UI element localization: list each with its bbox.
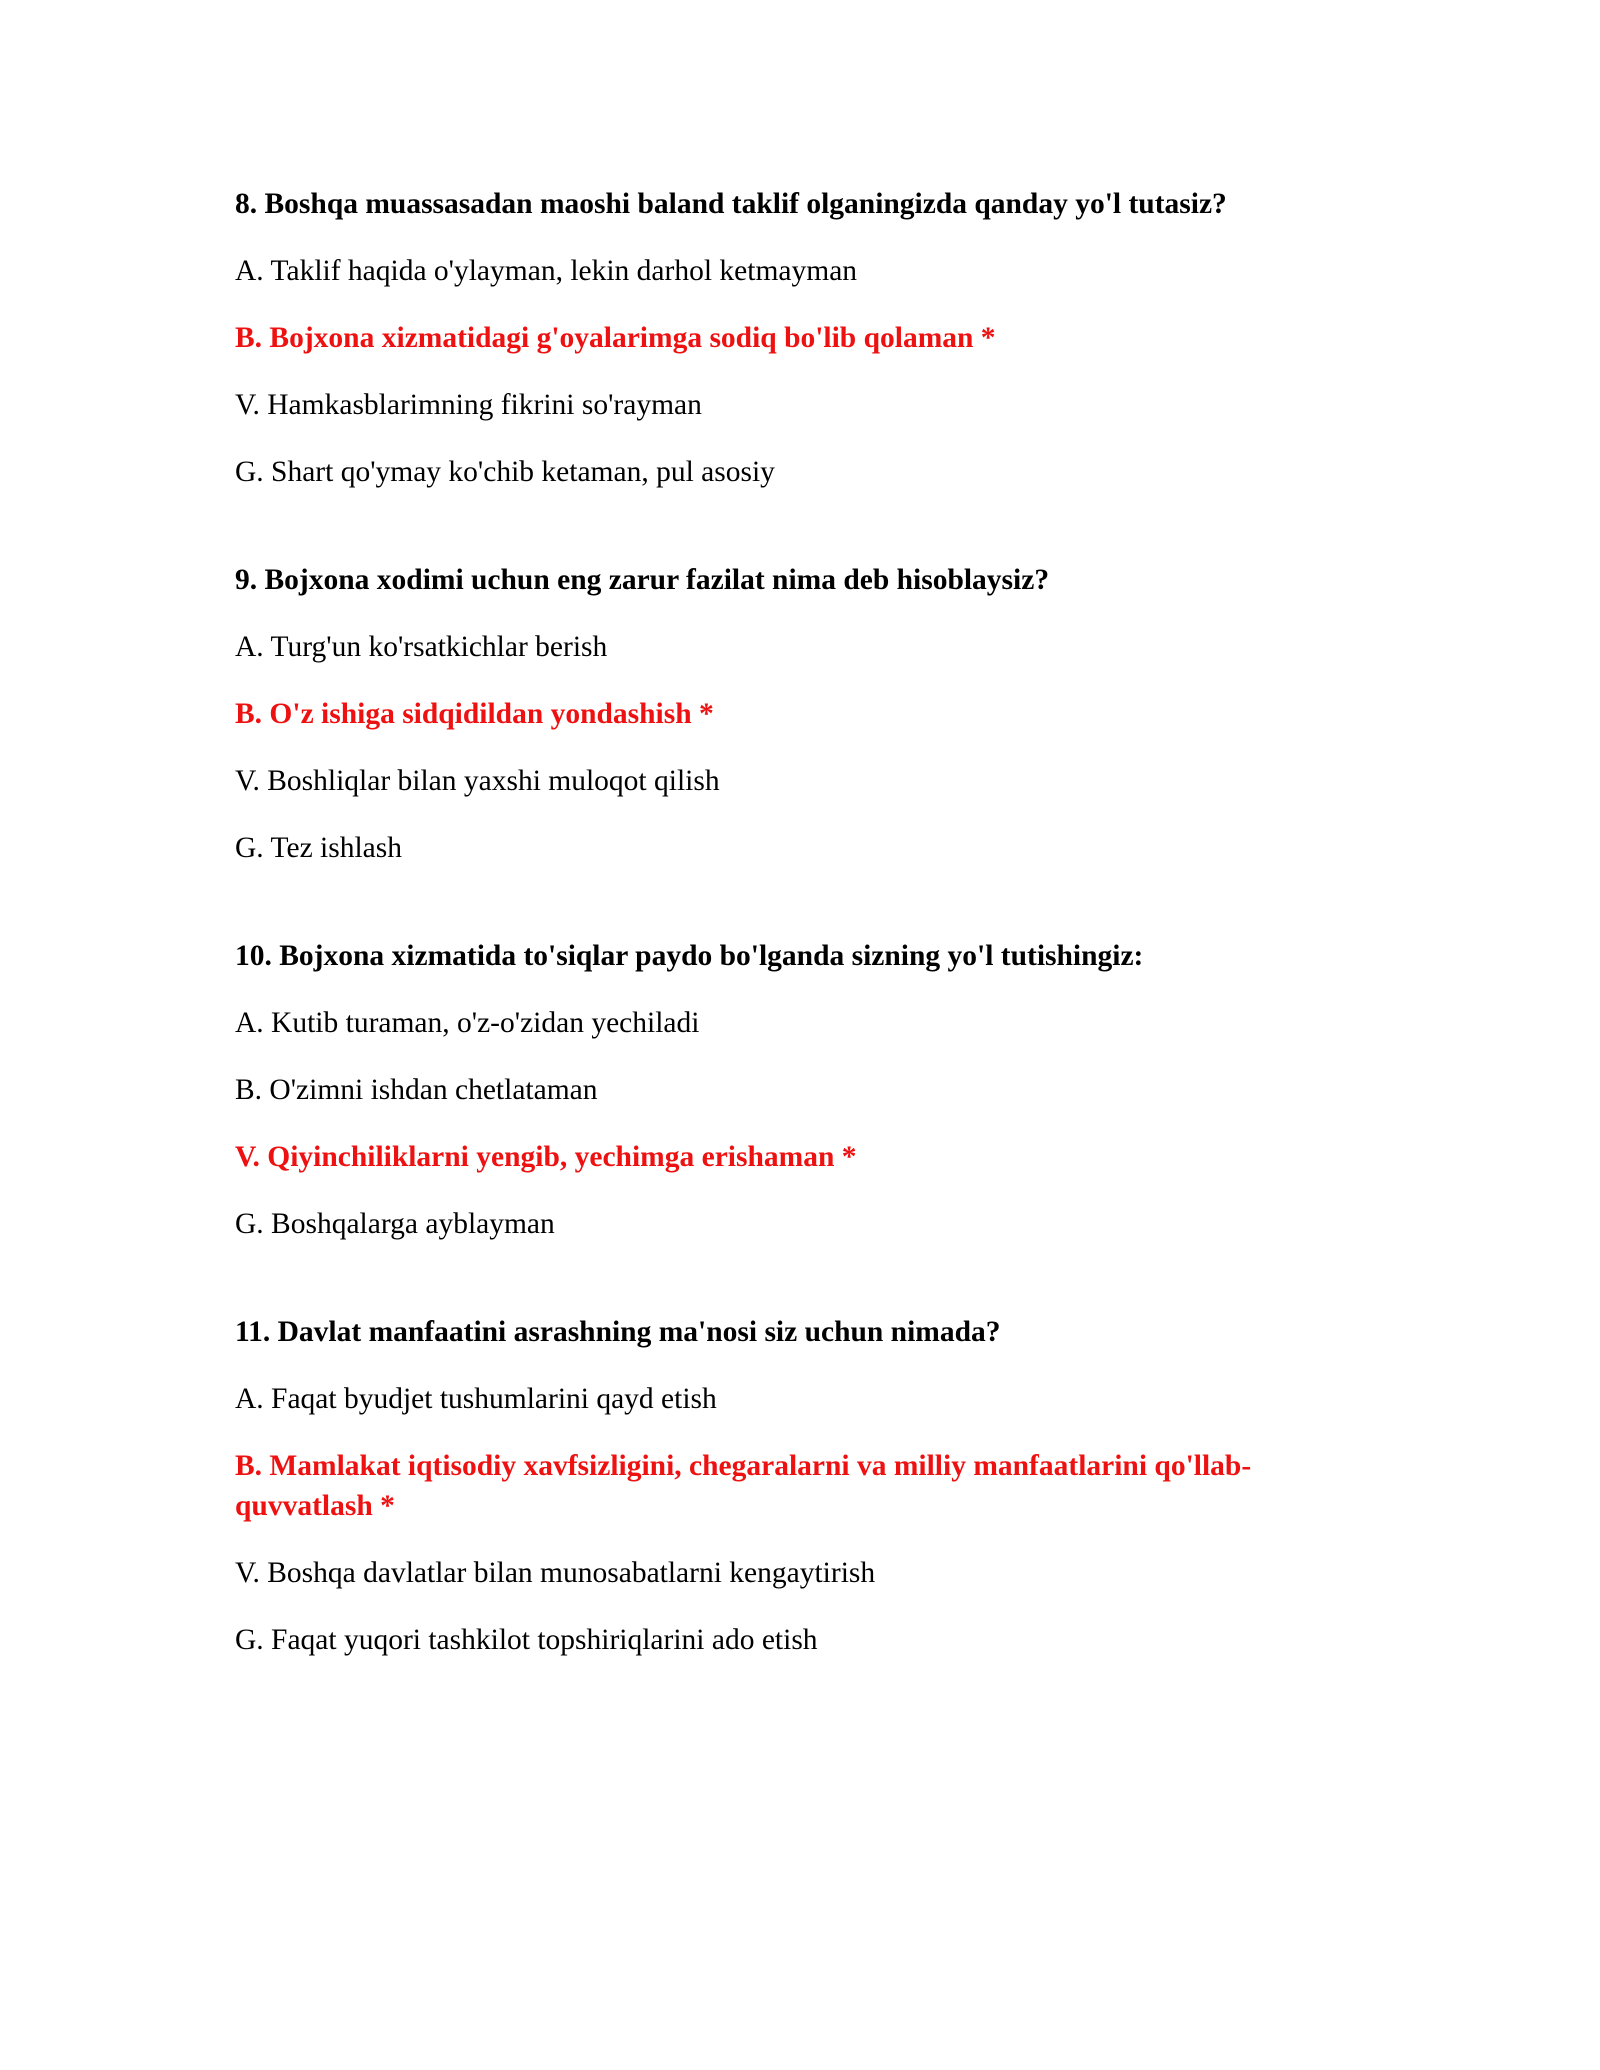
question-title: 9. Bojxona xodimi uchun eng zarur fazilat nima deb hisoblaysiz? — [235, 564, 1050, 596]
answer-option-correct: B. Bojxona xizmatidagi g'oyalarimga sodiq bo'lib qolaman * — [235, 322, 996, 354]
question-list — [235, 184, 1365, 1660]
question-title: 8. Boshqa muassasadan maoshi baland taklif olganingizda qanday yo'l tutasiz? — [235, 188, 1227, 220]
answer-option-correct: B. Mamlakat iqtisodiy xavfsizligini, chegaralarni va milliy manfaatlarini qo'llab-quvvatlash * — [235, 1450, 1252, 1522]
answer-option: V. Hamkasblarimning fikrini so'rayman — [235, 389, 702, 421]
answer-option: G. Boshqalarga ayblayman — [235, 1208, 555, 1240]
answer-option: G. Tez ishlash — [235, 832, 402, 864]
answer-option: G. Faqat yuqori tashkilot topshiriqlarini ado etish — [235, 1624, 818, 1656]
answer-option: V. Boshqa davlatlar bilan munosabatlarni kengaytirish — [235, 1557, 876, 1589]
answer-option: A. Taklif haqida o'ylayman, lekin darhol ketmayman — [235, 255, 858, 287]
answer-option: G. Shart qo'ymay ko'chib ketaman, pul asosiy — [235, 456, 775, 488]
answer-option: A. Faqat byudjet tushumlarini qayd etish — [235, 1383, 717, 1415]
answer-option: V. Boshliqlar bilan yaxshi muloqot qilish — [235, 765, 720, 797]
answer-option: A. Kutib turaman, o'z-o'zidan yechiladi — [235, 1007, 700, 1039]
question-9 — [235, 560, 1365, 868]
question-11 — [235, 1312, 1365, 1660]
question-title: 11. Davlat manfaatini asrashning ma'nosi siz uchun nimada? — [235, 1316, 1001, 1348]
answer-option: A. Turg'un ko'rsatkichlar berish — [235, 631, 608, 663]
answer-option-correct: B. O'z ishiga sidqidildan yondashish * — [235, 698, 714, 730]
question-10 — [235, 936, 1365, 1244]
question-title: 10. Bojxona xizmatida to'siqlar paydo bo'lganda sizning yo'l tutishingiz: — [235, 940, 1144, 972]
answer-option-correct: V. Qiyinchiliklarni yengib, yechimga erishaman * — [235, 1141, 857, 1173]
question-8 — [235, 184, 1365, 492]
answer-option: B. O'zimni ishdan chetlataman — [235, 1074, 598, 1106]
